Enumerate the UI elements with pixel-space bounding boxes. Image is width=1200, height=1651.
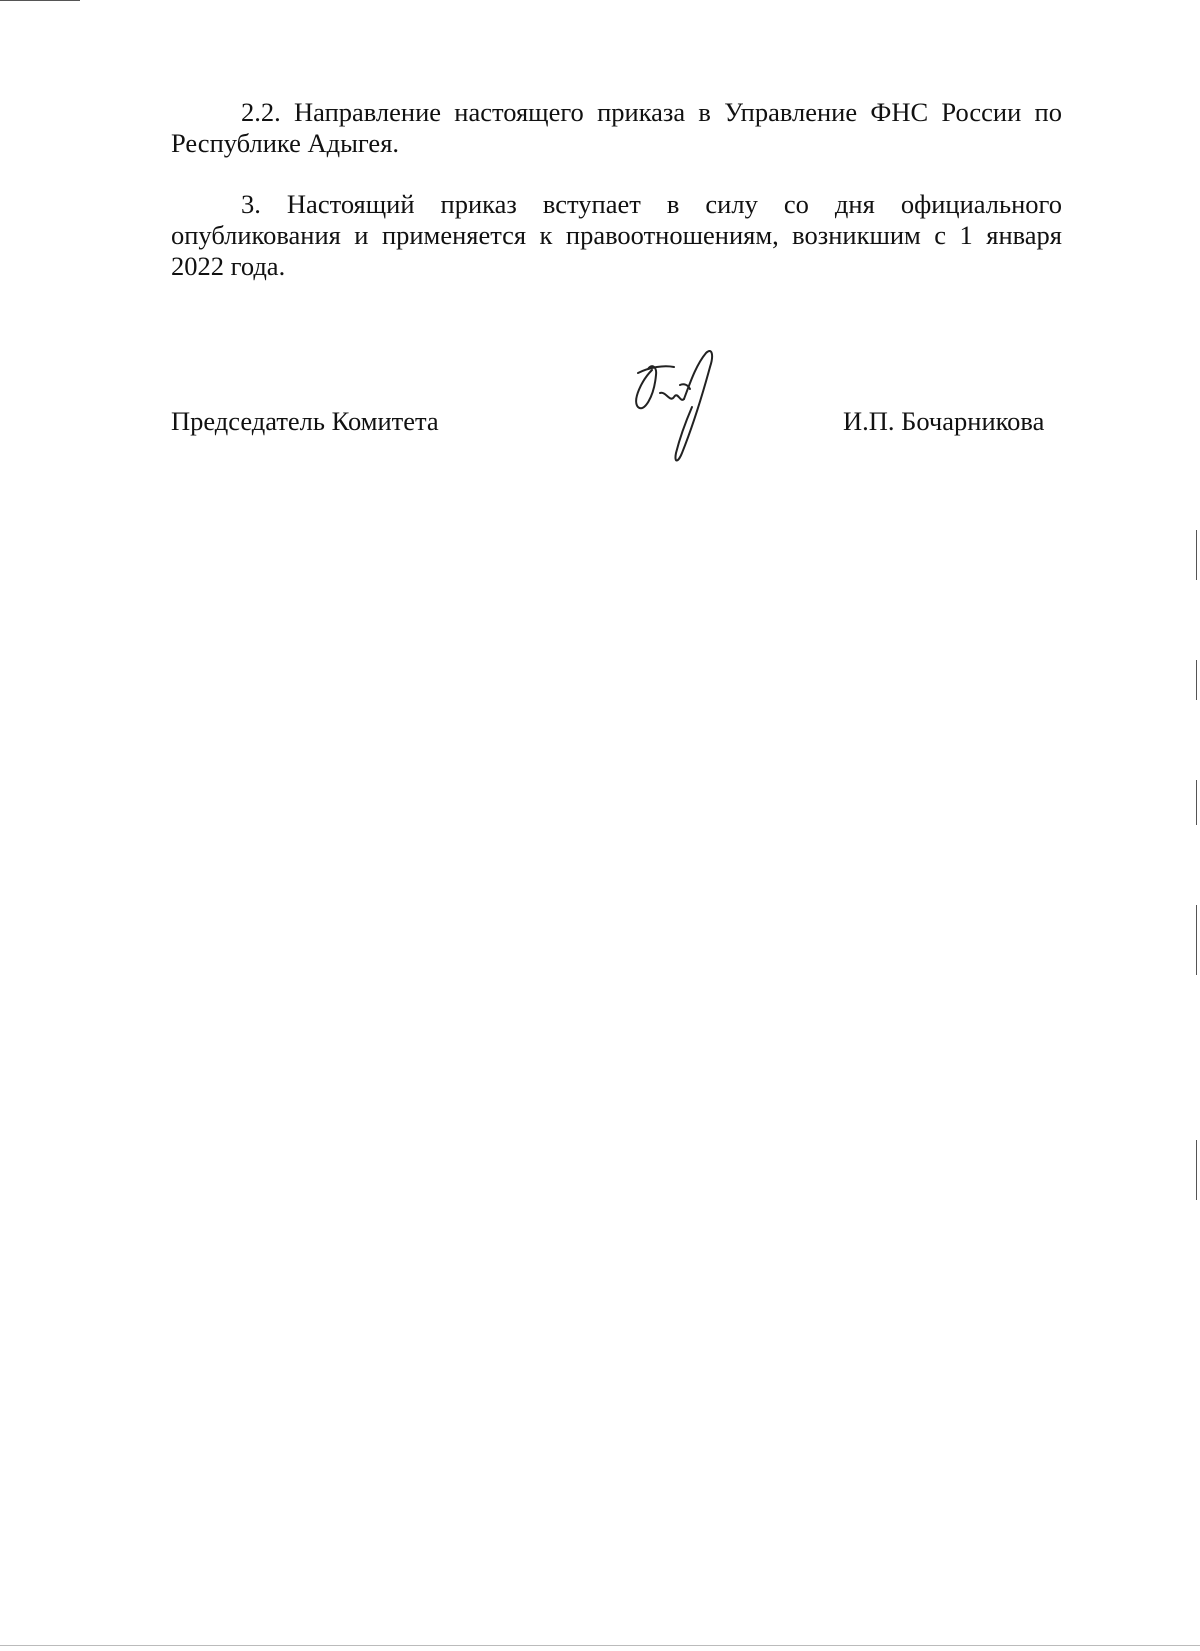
scan-artifact-right-edge-5 [1196,1140,1197,1200]
signer-name: И.П. Бочарникова [843,406,1045,436]
scan-artifact-top-left [0,0,80,1]
scan-artifact-right-edge-2 [1196,660,1197,700]
paragraph-3: 3. Настоящий приказ вступает в силу со дня официального опубликования и применяется к правоотношениям, возникшим с 1 января 2022 года. [171,189,1062,281]
paragraph-2-2: 2.2. Направление настоящего приказа в Управление ФНС России по Республике Адыгея. [171,97,1062,158]
scan-artifact-right-edge-1 [1196,530,1197,580]
scan-artifact-right-edge-4 [1196,905,1197,975]
signer-position: Председатель Комитета [171,406,439,436]
scan-artifact-bottom-line [0,1645,1200,1646]
scan-artifact-right-edge-3 [1196,780,1197,825]
handwritten-signature [630,345,740,470]
